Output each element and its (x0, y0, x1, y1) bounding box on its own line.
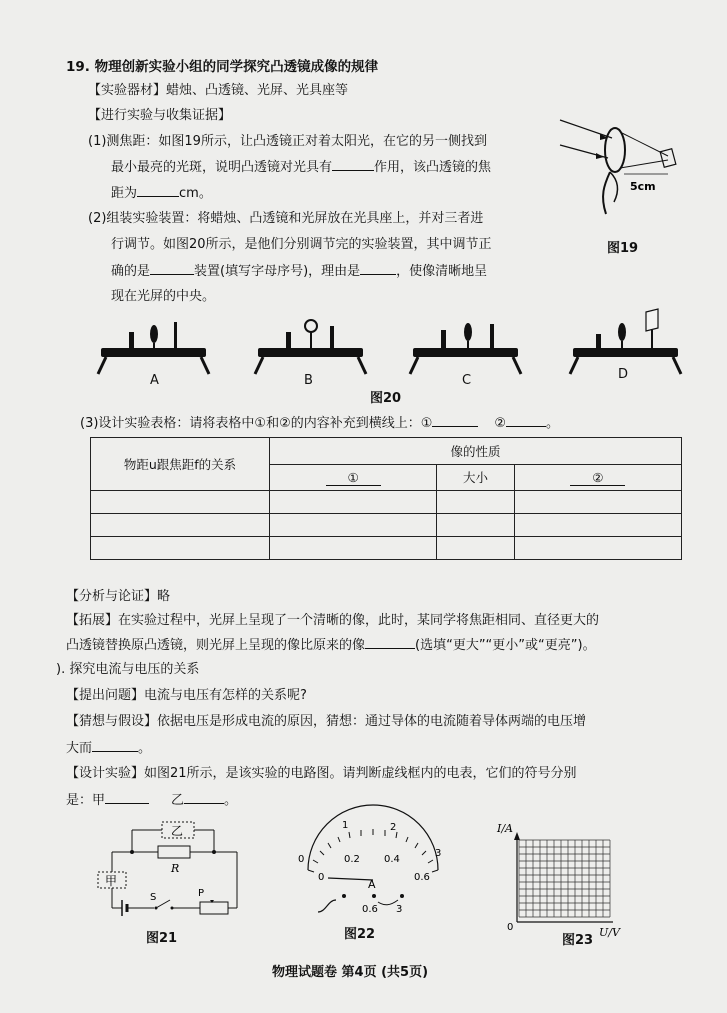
blank-lens-effect[interactable] (332, 158, 374, 171)
dial-top-2: 2 (390, 822, 397, 833)
q20-design-line2 (66, 791, 237, 810)
table-cell[interactable] (270, 514, 437, 537)
table-cell[interactable] (91, 537, 270, 560)
wire-icon (318, 900, 336, 912)
blank-reason[interactable] (360, 262, 396, 275)
dial-meter-label: A (368, 878, 376, 891)
q20-design-line2-b: 乙 (171, 793, 185, 808)
dial-bottom-0: 0 (318, 872, 325, 883)
fig21-circuit (92, 820, 252, 925)
q19-procedure-header: 【进行实验与收集证据】 (88, 108, 232, 123)
dial-needle (328, 878, 373, 880)
dial-top-1: 1 (342, 820, 349, 831)
table-header-relation: 物距u跟焦距f的关系 (91, 438, 270, 491)
table-cell[interactable] (270, 491, 437, 514)
q19-extension-line2-b: (选填“更大”“更小”或“更亮”)。 (415, 638, 596, 653)
lens-icon (618, 323, 626, 341)
q20-hypothesis-line2 (66, 739, 151, 758)
q19-analysis: 【分析与论证】略 (66, 589, 171, 604)
hand-icon (603, 172, 610, 214)
q19-materials: 【实验器材】蜡烛、凸透镜、光屏、光具座等 (88, 83, 349, 98)
q19-title: 19. 物理创新实验小组的同学探究凸透镜成像的规律 (66, 59, 379, 75)
q19-p2-line3-c: ，使像清晰地呈 (396, 264, 488, 279)
graph-ylabel: I/A (497, 822, 513, 835)
terminal-minus (342, 894, 346, 898)
table-cell[interactable] (514, 514, 681, 537)
fig22-caption: 图22 (344, 927, 376, 942)
fig20-caption: 图20 (370, 391, 402, 406)
hand-outline (610, 172, 617, 202)
paper-card (660, 149, 676, 168)
q19-p1-line2-b: 作用，该凸透镜的焦 (374, 160, 492, 175)
table-cell[interactable] (91, 491, 270, 514)
fig20-label-b: B (304, 373, 313, 388)
table-header-1-text: ① (326, 470, 381, 486)
lens-icon (305, 320, 317, 332)
q19-p1-line3-a: 距为 (111, 186, 138, 201)
q20-design-line1: 【设计实验】如图21所示，是该实验的电路图。请判断虚线框内的电表，它们的符号分别 (66, 766, 577, 781)
q19-p2-line1: (2)组装实验装置：将蜡烛、凸透镜和光屏放在光具座上，并对三者进 (88, 211, 484, 226)
resistor-label: R (171, 862, 180, 875)
page-footer: 物理试题卷 第4页 (共5页) (272, 965, 429, 980)
fig20-label-d: D (618, 367, 629, 382)
fig19-diagram (560, 110, 680, 230)
q20-design-line2-a: 是：甲 (66, 793, 106, 808)
candle-icon (596, 334, 601, 348)
lens-icon (605, 128, 625, 172)
table-cell[interactable] (514, 491, 681, 514)
table-row (91, 491, 682, 514)
resistor-icon (158, 846, 190, 858)
blank-table-1[interactable] (432, 414, 478, 427)
q19-p2-line3-b: 装置(填写字母序号)，理由是 (194, 264, 361, 279)
table-header-2-text: ② (570, 470, 625, 486)
q19-p1-line3 (111, 184, 212, 203)
fig20-bench-c (408, 318, 523, 376)
dial-bottom-3: 0.6 (414, 872, 430, 883)
q19-p3-c: 。 (546, 416, 560, 431)
q19-p3-a: (3)设计实验表格：请将表格中①和②的内容补充到横线上：① (80, 416, 433, 431)
terminal-3 (400, 894, 404, 898)
screen-icon (490, 324, 494, 348)
focus-ray-bottom (620, 160, 668, 168)
q20-hypothesis-line1: 【猜想与假设】依据电压是形成电流的原因，猜想：通过导体的电流随着导体两端的电压增 (66, 714, 587, 729)
q19-p2-line3 (111, 262, 487, 281)
blank-meter-yi[interactable] (184, 791, 224, 804)
graph-xlabel: U/V (599, 926, 620, 939)
screen-icon (174, 322, 177, 348)
dial-top-3: 3 (435, 848, 442, 859)
table-cell[interactable] (437, 537, 514, 560)
graph-grid (519, 840, 610, 917)
graph-origin: 0 (507, 922, 514, 933)
fig23-caption: 图23 (562, 933, 594, 948)
table-cell[interactable] (91, 514, 270, 537)
q19-p1-line1: (1)测焦距：如图19所示，让凸透镜正对着太阳光，在它的另一侧找到 (88, 134, 487, 149)
table-cell[interactable] (270, 537, 437, 560)
fig20-bench-b (253, 318, 368, 376)
q20-question: 【提出问题】电流与电压有怎样的关系呢? (66, 688, 307, 703)
dial-bottom-1: 0.2 (344, 854, 360, 865)
terminal-06 (372, 894, 376, 898)
blank-correct-setup[interactable] (150, 262, 194, 275)
q19-extension-line1: 【拓展】在实验过程中，光屏上呈现了一个清晰的像，此时，某同学将焦距相同、直径更大的 (66, 613, 600, 628)
fig23-graph (495, 818, 635, 938)
rheostat-icon (200, 902, 228, 914)
dial-arc (308, 805, 438, 870)
table-cell[interactable] (437, 491, 514, 514)
lens-icon (464, 323, 472, 341)
blank-table-2[interactable] (506, 414, 546, 427)
q19-p1-line2-a: 最小最亮的光斑，说明凸透镜对光具有 (111, 160, 333, 175)
q19-p1-line3-b: cm。 (179, 186, 212, 201)
meter-jia-label: 甲 (105, 874, 118, 888)
terminal-label-06: 0.6 (362, 904, 378, 915)
table-cell[interactable] (514, 537, 681, 560)
fig19-caption: 图19 (607, 241, 639, 256)
table-row (91, 514, 682, 537)
candle-icon (286, 332, 291, 348)
q19-p2-line3-a: 确的是 (111, 264, 151, 279)
fig19-dimension-label: 5cm (630, 180, 656, 193)
switch-icon (156, 900, 170, 908)
q19-p3-b: ② (494, 416, 507, 431)
slider-label: P (198, 888, 205, 899)
dial-top-0: 0 (298, 854, 305, 865)
screen-icon (330, 326, 334, 348)
table-header-1 (270, 464, 437, 491)
table-cell[interactable] (437, 514, 514, 537)
dial-bottom-2: 0.4 (384, 854, 400, 865)
q20-hypothesis-line2-a: 大而 (66, 741, 93, 756)
experiment-table (90, 437, 682, 560)
lens-icon (150, 325, 158, 343)
table-header-image-properties: 像的性质 (270, 438, 682, 465)
q19-p2-line2: 行调节。如图20所示，是他们分别调节完的实验装置，其中调节正 (111, 237, 492, 252)
q19-p3-line (80, 414, 559, 433)
terminal-label-3: 3 (396, 904, 403, 915)
q20-hypothesis-line2-b: 。 (138, 741, 152, 756)
screen-icon (646, 309, 658, 331)
sun-ray-top (560, 120, 612, 138)
dial-ticks (308, 829, 438, 872)
table-header-size: 大小 (437, 464, 514, 491)
blank-meter-jia[interactable] (105, 791, 149, 804)
q19-extension-line2-a: 凸透镜替换原凸透镜，则光屏上呈现的像比原来的像 (66, 638, 366, 653)
meter-yi-label: 乙 (171, 824, 184, 838)
blank-focal-length[interactable] (137, 184, 179, 197)
table-row (91, 537, 682, 560)
blank-extension[interactable] (365, 636, 415, 649)
blank-hypothesis[interactable] (92, 739, 138, 752)
candle-icon (129, 332, 134, 348)
candle-icon (441, 330, 446, 348)
fig20-label-a: A (150, 373, 159, 388)
q20-title: ). 探究电流与电压的关系 (56, 662, 200, 677)
fig20-label-c: C (462, 373, 472, 388)
q19-extension-line2 (66, 636, 596, 655)
table-header-2 (514, 464, 681, 491)
q20-design-line2-c: 。 (224, 793, 238, 808)
fig22-ammeter (298, 820, 448, 920)
q19-p2-line4: 现在光屏的中央。 (111, 289, 216, 304)
q19-p1-line2 (111, 158, 491, 177)
fig20-bench-a (96, 318, 211, 376)
switch-label: S (150, 892, 157, 903)
fig21-caption: 图21 (146, 931, 178, 946)
